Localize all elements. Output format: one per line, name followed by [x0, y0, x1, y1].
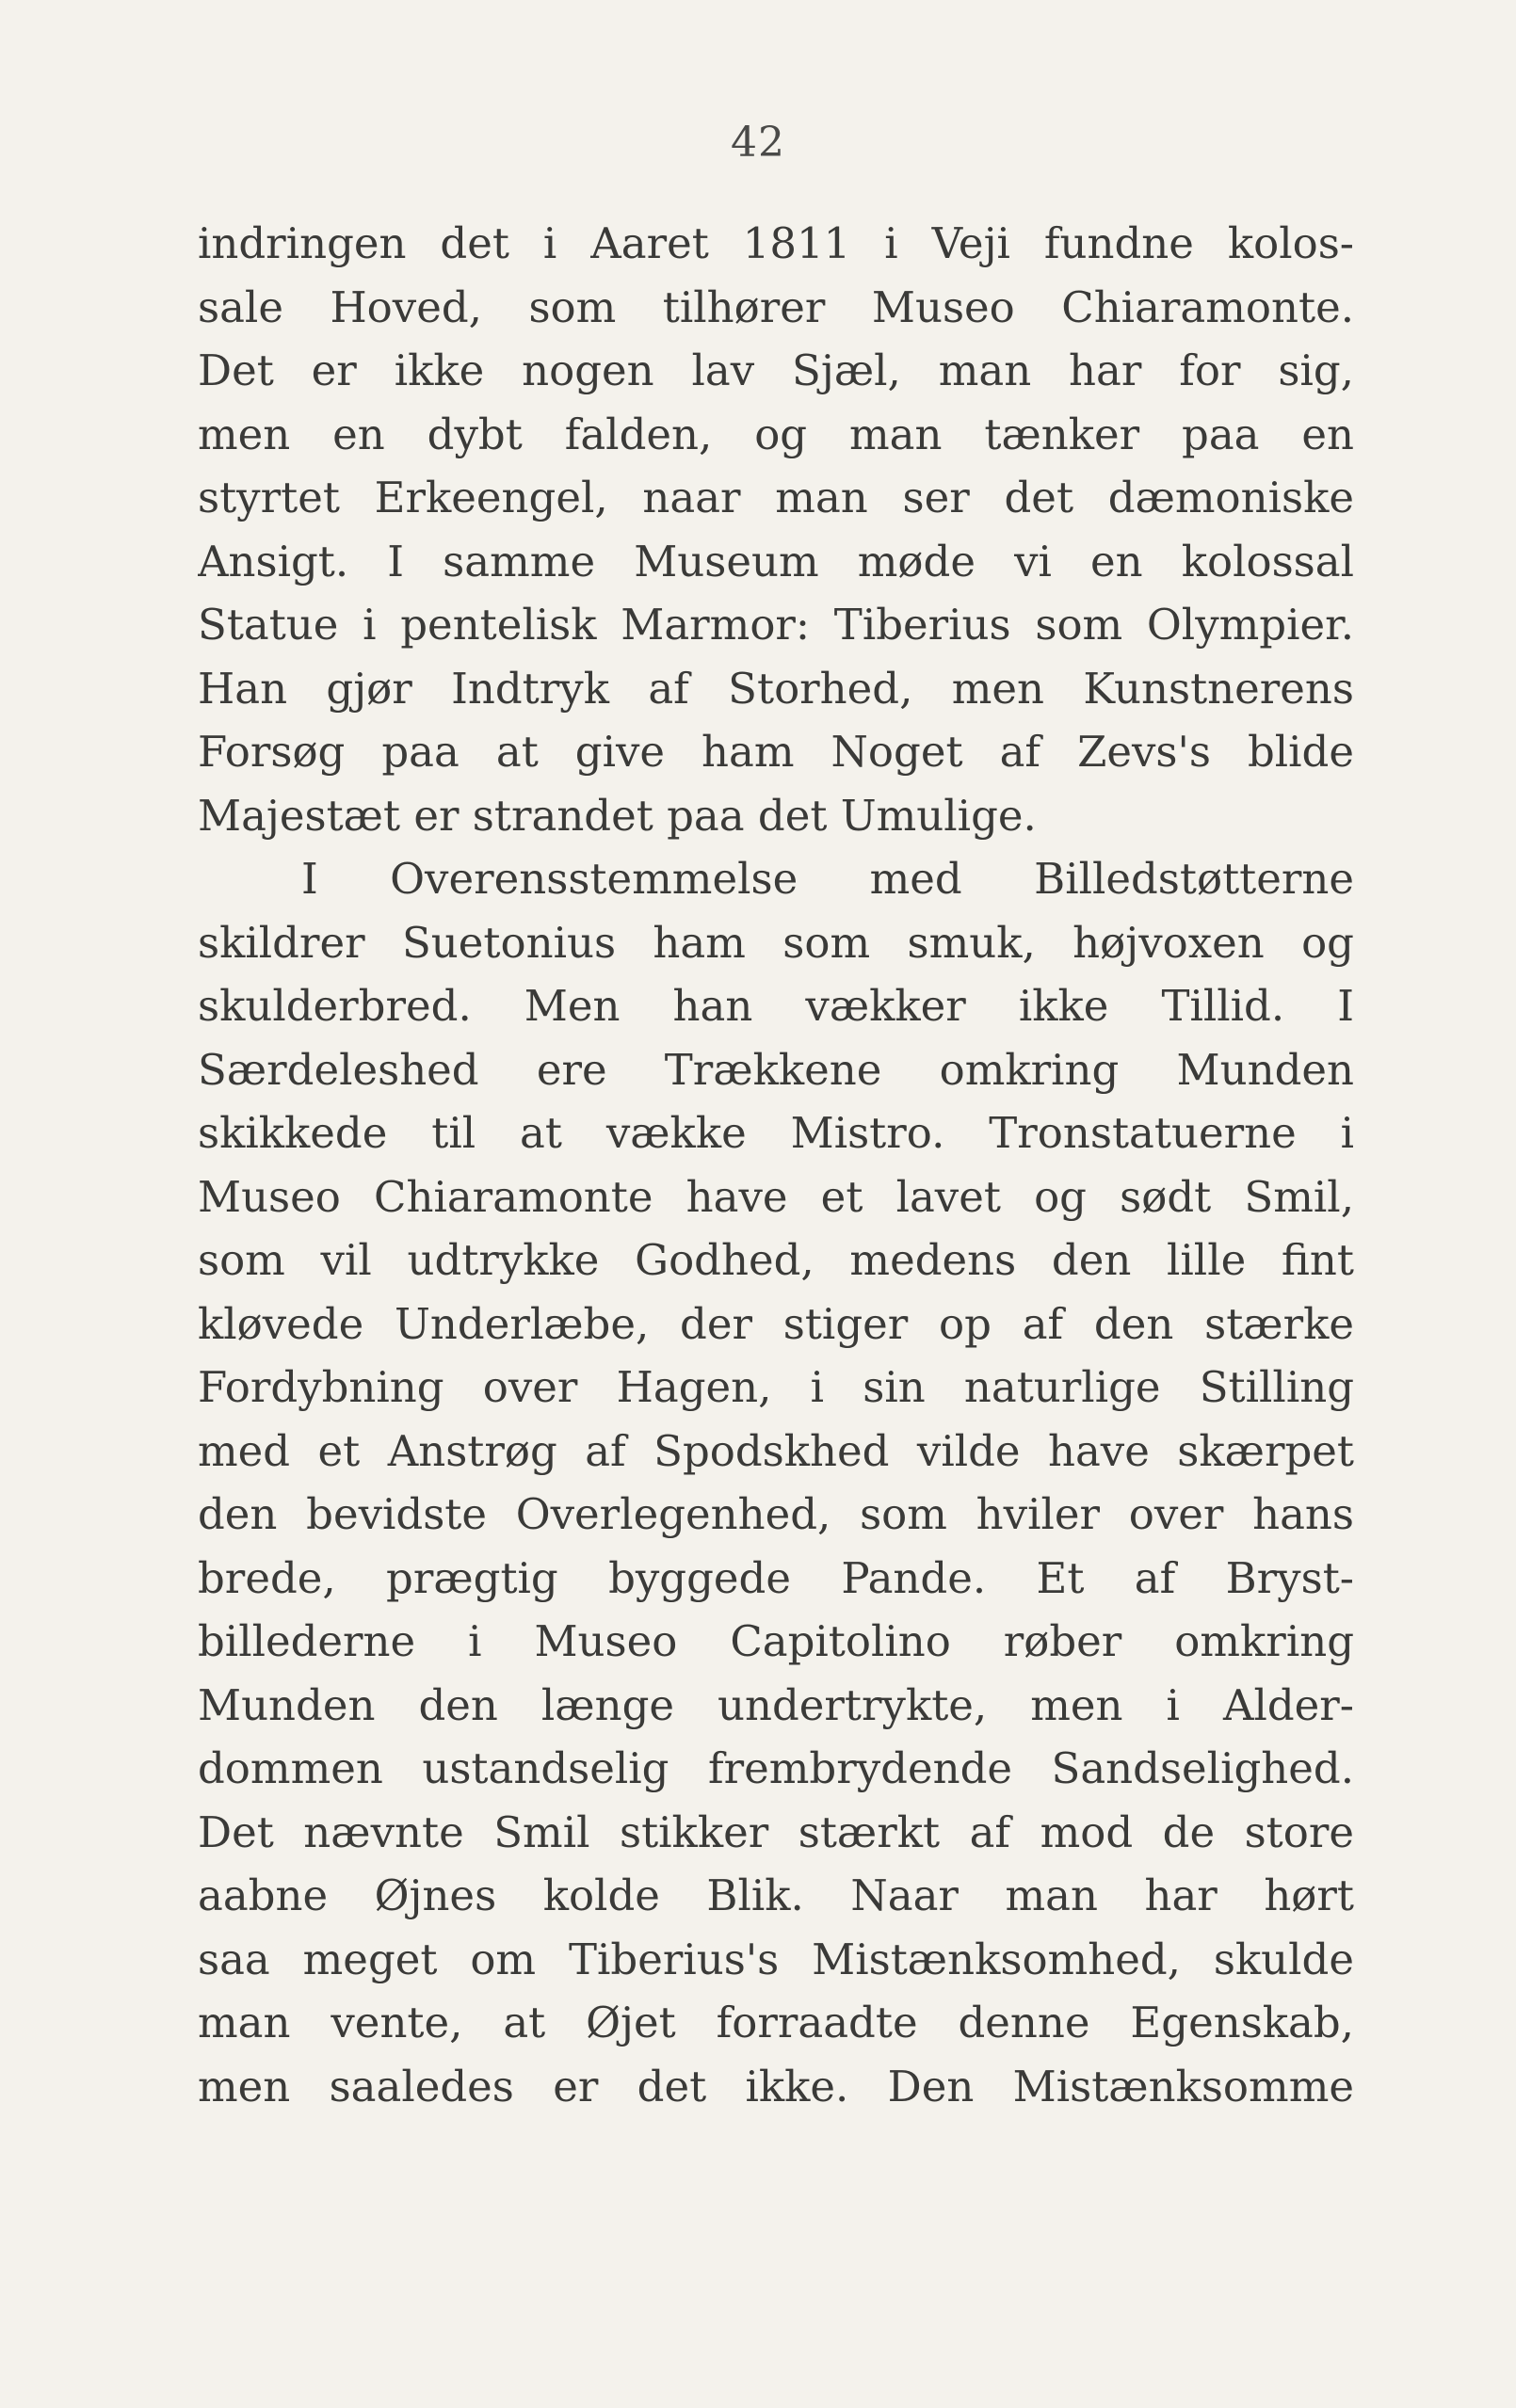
text-line: sale Hoved, som tilhører Museo Chiaramonte. [198, 281, 1354, 332]
text-line: skikkede til at vække Mistro. Tronstatuerne i [198, 1108, 1354, 1158]
text-line: kløvede Underlæbe, der stiger op af den stærke [198, 1298, 1354, 1349]
text-line: indringen det i Aaret 1811 i Veji fundne kolos- [198, 218, 1354, 268]
text-line: Majestæt er strandet paa det Umulige. [198, 790, 1037, 841]
text-line: Det nævnte Smil stikker stærkt af mod de store [198, 1806, 1354, 1857]
text-line: den bevidste Overlegenhed, som hviler over hans [198, 1489, 1354, 1539]
text-line: Museo Chiaramonte have et lavet og sødt Smil, [198, 1171, 1354, 1222]
text-line: men saaledes er det ikke. Den Mistænksomme [198, 2061, 1354, 2111]
text-line: brede, prægtig byggede Pande. Et af Bryst- [198, 1552, 1354, 1603]
text-line: man vente, at Øjet forraadte denne Egenskab, [198, 1998, 1354, 2047]
text-line: skulderbred. Men han vækker ikke Tillid. I [198, 981, 1354, 1031]
text-line: med et Anstrøg af Spodskhed vilde have skærpet [198, 1425, 1354, 1476]
text-line: Særdeleshed ere Trækkene omkring Munden [198, 1044, 1354, 1095]
text-line: men en dybt falden, og man tænker paa en [198, 409, 1354, 459]
text-line: Forsøg paa at give ham Noget af Zevs's blide [198, 727, 1354, 777]
body-text [198, 212, 1354, 2118]
text-line: styrtet Erkeengel, naar man ser det dæmoniske [198, 473, 1354, 522]
text-line: billederne i Museo Capitolino røber omkring [198, 1616, 1354, 1666]
text-line: Det er ikke nogen lav Sjæl, man har for sig, [198, 345, 1354, 395]
text-line: Ansigt. I samme Museum møde vi en kolossal [198, 536, 1354, 586]
page-number: 42 [731, 119, 785, 167]
text-line: I Overensstemmelse med Billedstøtterne [301, 854, 1354, 904]
text-line: Statue i pentelisk Marmor: Tiberius som Olympier. [198, 600, 1354, 650]
text-line: skildrer Suetonius ham som smuk, højvoxen og [198, 917, 1354, 968]
text-line: dommen ustandselig frembrydende Sandselighed. [198, 1743, 1354, 1793]
text-line: saa meget om Tiberius's Mistænksomhed, skulde [198, 1934, 1354, 1984]
text-line: Han gjør Indtryk af Storhed, men Kunstnerens [198, 663, 1354, 714]
text-line: aabne Øjnes kolde Blik. Naar man har hørt [198, 1870, 1354, 1920]
text-line: Fordybning over Hagen, i sin naturlige Stilling [198, 1362, 1354, 1412]
text-line: som vil udtrykke Godhed, medens den lille fint [198, 1235, 1354, 1285]
text-line: Munden den længe undertrykte, men i Alder- [198, 1679, 1354, 1730]
